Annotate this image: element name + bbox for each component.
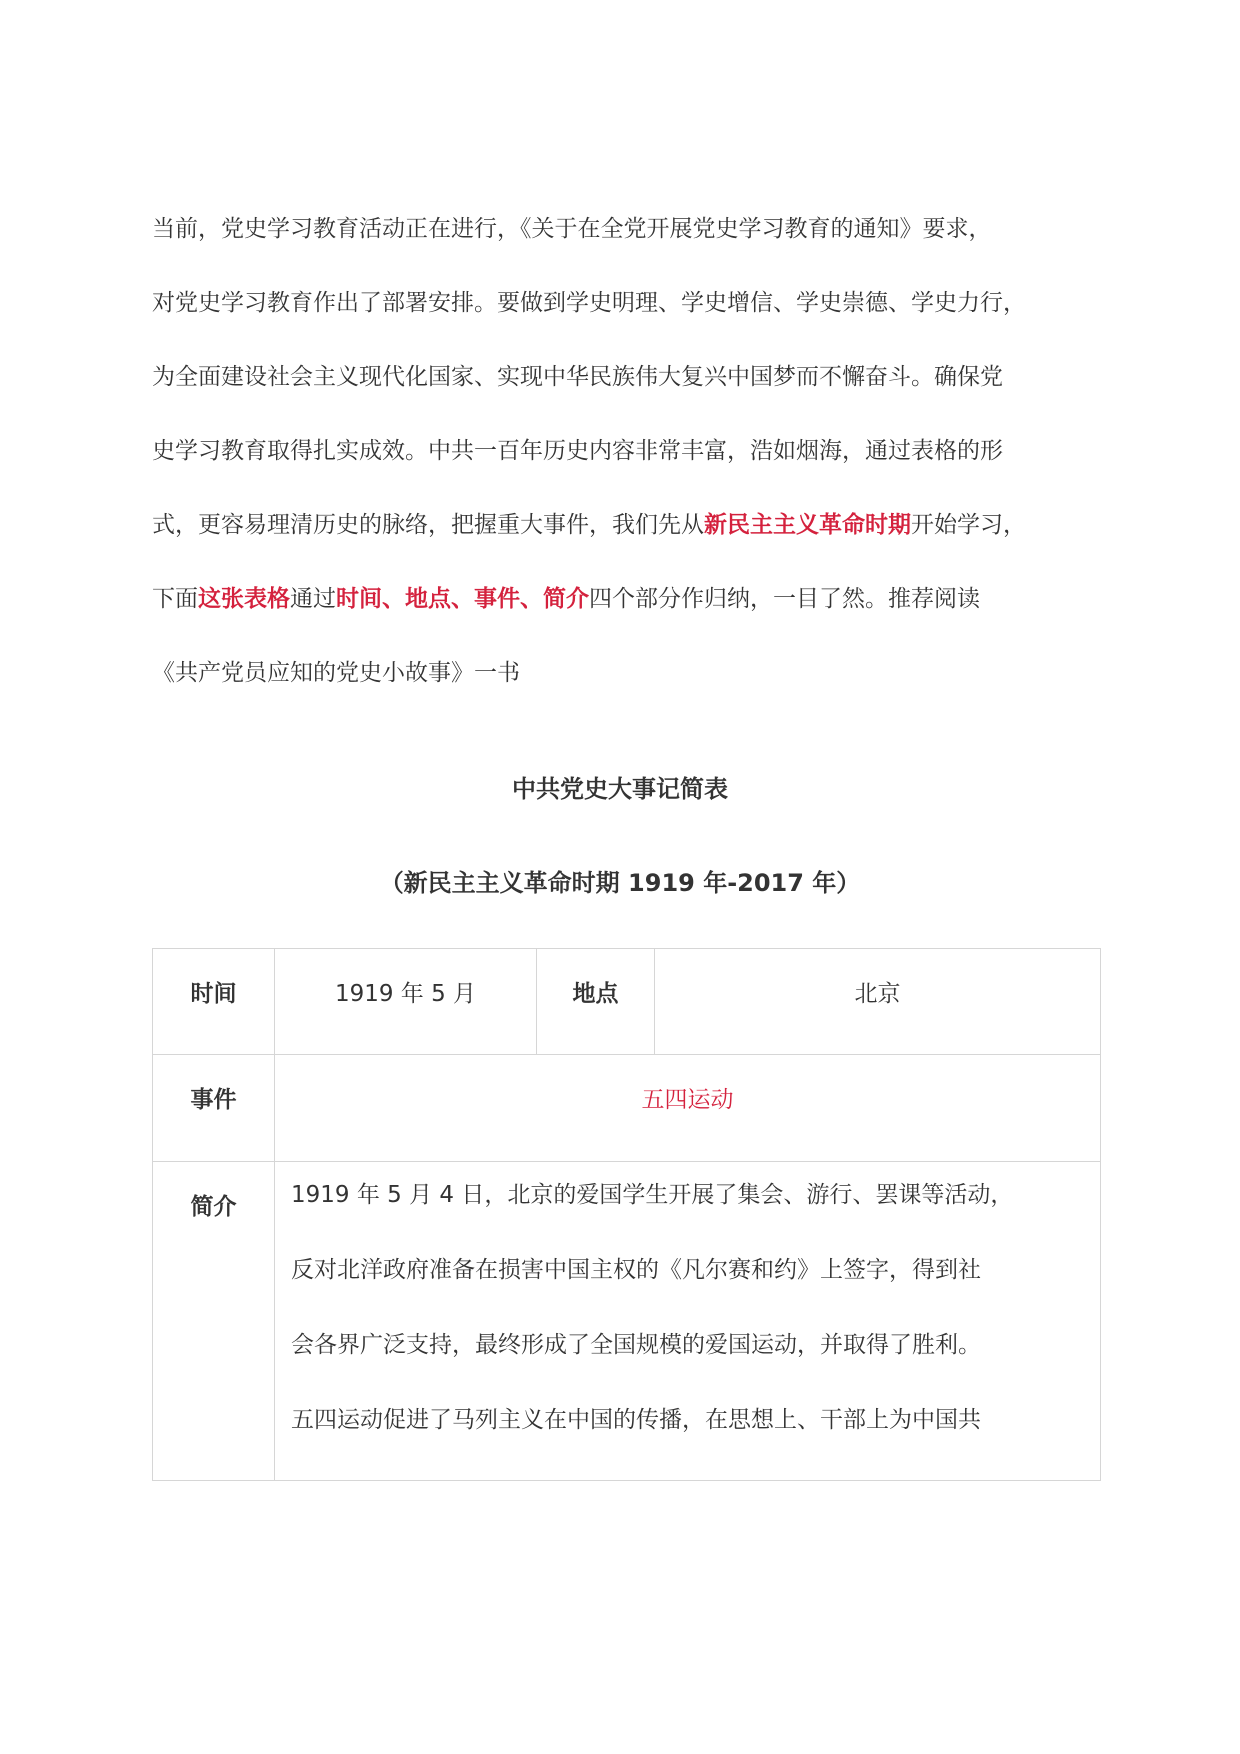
events-table <box>152 948 1101 1481</box>
event-value: 五四运动 <box>275 1055 1101 1162</box>
intro-line: 当前，党史学习教育活动正在进行，《关于在全党开展党史学习教育的通知》要求， <box>152 216 992 242</box>
intro-text: 下面 <box>152 586 198 612</box>
table-title: 中共党史大事记简表 <box>512 775 728 803</box>
intro-text: 开始学习， <box>911 512 1026 538</box>
intro-line <box>152 510 1102 584</box>
summary-line: 1919 年 5 月 4 日，北京的爱国学生开展了集会、游行、罢课等活动， <box>291 1182 1014 1208</box>
summary-line: 反对北洋政府准备在损害中国主权的《凡尔赛和约》上签字，得到社 <box>291 1257 981 1283</box>
intro-line: 对党史学习教育作出了部署安排。要做到学史明理、学史增信、学史崇德、学史力行， <box>152 290 1026 316</box>
intro-paragraph <box>152 214 1102 732</box>
summary-line: 会各界广泛支持，最终形成了全国规模的爱国运动，并取得了胜利。 <box>291 1332 981 1358</box>
place-value: 北京 <box>655 949 1101 1055</box>
summary-label: 简介 <box>153 1162 275 1481</box>
table-row <box>153 949 1101 1055</box>
intro-text: 通过 <box>290 586 336 612</box>
intro-line: 史学习教育取得扎实成效。中共一百年历史内容非常丰富，浩如烟海，通过表格的形 <box>152 438 1003 464</box>
intro-line: 《共产党员应知的党史小故事》一书 <box>152 660 520 686</box>
event-label: 事件 <box>153 1055 275 1162</box>
highlight-sections: 时间、地点、事件、简介 <box>336 586 589 612</box>
place-label: 地点 <box>537 949 655 1055</box>
time-value: 1919 年 5 月 <box>275 949 537 1055</box>
table-row <box>153 1162 1101 1481</box>
summary-text <box>275 1162 1101 1481</box>
time-label: 时间 <box>153 949 275 1055</box>
highlight-period: 新民主主义革命时期 <box>704 512 911 538</box>
highlight-table: 这张表格 <box>198 586 290 612</box>
intro-text: 式，更容易理清历史的脉络，把握重大事件，我们先从 <box>152 512 704 538</box>
table-subtitle: （新民主主义革命时期 1919 年-2017 年） <box>379 869 861 897</box>
table-row <box>153 1055 1101 1162</box>
intro-line: 为全面建设社会主义现代化国家、实现中华民族伟大复兴中国梦而不懈奋斗。确保党 <box>152 364 1003 390</box>
intro-line <box>152 584 1102 658</box>
intro-text: 四个部分作归纳，一目了然。推荐阅读 <box>589 586 980 612</box>
summary-line: 五四运动促进了马列主义在中国的传播，在思想上、干部上为中国共 <box>291 1407 981 1433</box>
